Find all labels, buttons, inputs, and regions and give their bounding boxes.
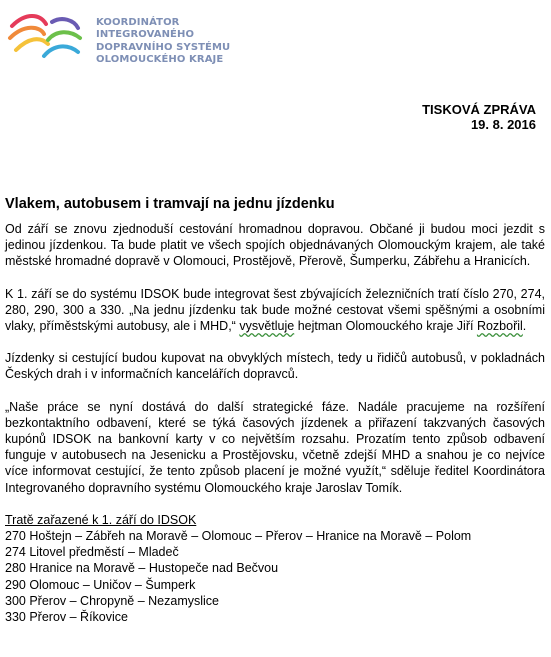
press-release-label: TISKOVÁ ZPRÁVA: [422, 102, 536, 117]
document-body: [5, 221, 545, 625]
press-release-date: 19. 8. 2016: [470, 117, 536, 132]
logo: [4, 4, 264, 74]
route-item: 290 Olomouc – Uničov – Šumperk: [5, 577, 196, 592]
spellcheck-word-2: Rozbořil: [476, 319, 523, 334]
spellcheck-word-1: vysvětluje: [239, 319, 295, 334]
koordinator-logo-mark: [4, 4, 88, 70]
logo-text: [96, 17, 230, 66]
paragraph-2-part-a: K 1. září se do systému IDSOK bude integrovat šest zbývajících železničních tratí číslo 270, 274, 280, 290, 300 a 330. „Na jednu jízdenku tak bude možné cestovat všemi spěšnými a osobními vlaky, příměstskými autobusy, ale i MHD,“: [5, 286, 545, 334]
logo-stroke-blue: [44, 46, 78, 56]
logo-stroke-purple: [52, 19, 78, 28]
paragraph-3: Jízdenky si cestující budou kupovat na obvyklých místech, tedy u řidičů autobusů, v pokladnách Českých drah i v informačních kancelářích dopravců.: [5, 351, 545, 382]
logo-line-4: OLOMOUCKÉHO KRAJE: [96, 53, 224, 65]
paragraph-2-part-b: hejtman Olomouckého kraje Jiří: [294, 319, 477, 334]
route-item: 274 Litovel předměstí – Mladeč: [5, 545, 179, 560]
route-item: 300 Přerov – Chropyně – Nezamyslice: [5, 593, 219, 608]
paragraph-2: [5, 286, 545, 335]
logo-line-1: KOORDINÁTOR: [96, 17, 180, 28]
route-item: 330 Přerov – Říkovice: [5, 610, 128, 625]
document-title: Vlakem, autobusem i tramvají na jednu jízdenku: [5, 196, 335, 212]
routes-list: [5, 512, 545, 625]
routes-heading: Tratě zařazené k 1. září do IDSOK: [5, 512, 197, 527]
paragraph-4: „Naše práce se nyní dostává do další strategické fáze. Nadále pracujeme na rozšíření bezkontaktního odbavení, které se týká časových jízdenek a přiřazení takzvaných časových kupónů IDSOK na bankovní karty v co největším rozsahu. Prozatím tento způsob odbavení funguje v autobusech na Jesenicku a Prostějovsku, včetně zdejší MHD a snahou je co nejvíce více informovat cestující, že tento způsob placení je možné využít,“ sděluje ředitel Koordinátora Integrovaného dopravního systému Olomouckého kraje Jaroslav Tomík.: [5, 399, 545, 495]
logo-line-2: INTEGROVANÉHO: [96, 29, 195, 41]
logo-stroke-orange: [10, 28, 44, 38]
logo-stroke-red: [12, 16, 46, 26]
press-release-header: [422, 102, 536, 132]
logo-stroke-yellow: [16, 39, 48, 50]
route-item: 280 Hranice na Moravě – Hustopeče nad Bečvou: [5, 561, 279, 576]
paragraph-2-part-c: .: [522, 319, 527, 334]
logo-stroke-green: [48, 32, 80, 40]
route-item: 270 Hoštejn – Zábřeh na Moravě – Olomouc – Přerov – Hranice na Moravě – Polom: [5, 529, 472, 544]
logo-line-3: DOPRAVNÍHO SYSTÉMU: [96, 41, 231, 53]
paragraph-1: Od září se znovu zjednoduší cestování hromadnou dopravou. Občané ji budou moci jezdit s jedinou jízdenkou. Ta bude platit ve všech spojích objednávaných Olomouckým krajem, ale také městské hromadné dopravě v Olomouci, Prostějově, Přerově, Šumperku, Zábřehu a Hranicích.: [5, 222, 545, 269]
